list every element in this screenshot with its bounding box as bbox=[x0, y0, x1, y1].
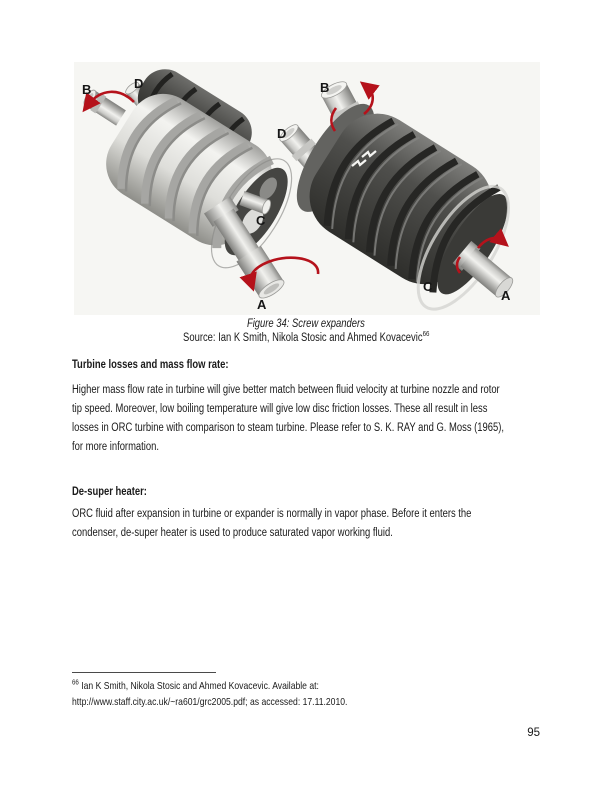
paragraph-line: condenser, de-super heater is used to produce saturated vapor working fluid. bbox=[72, 527, 393, 539]
rotor-port-label-b-right: B bbox=[320, 80, 330, 95]
section-heading-text: Turbine losses and mass flow rate: bbox=[72, 359, 229, 371]
paragraph-line: tip speed. Moreover, low boiling temperature will give low disc friction losses. These all result in less bbox=[72, 403, 488, 415]
section-heading-text: De-super heater: bbox=[72, 486, 147, 498]
figure-footnote-ref: 66 bbox=[422, 329, 430, 339]
paragraph-line: losses in ORC turbine with comparison to steam turbine. Please refer to S. K. RAY and G. Moss (1965), bbox=[72, 422, 505, 434]
figure-source-text: Source: Ian K Smith, Nikola Stosic and Ahmed Kovacevic bbox=[182, 332, 423, 344]
footnote bbox=[72, 678, 592, 710]
figure-caption-source bbox=[183, 331, 429, 345]
paragraph-turbine-losses bbox=[72, 381, 592, 457]
figure-caption-block bbox=[72, 317, 540, 345]
paragraph-line: ORC fluid after expansion in turbine or expander is normally in vapor phase. Before it enters the bbox=[72, 508, 472, 520]
section-heading-de-super-heater bbox=[72, 485, 540, 499]
rotor-port-label-b-left: B bbox=[82, 82, 92, 97]
footnote-line bbox=[72, 678, 319, 694]
footnote-text: Ian K Smith, Nikola Stosic and Ahmed Kovacevic. Available at: bbox=[81, 680, 319, 692]
footnote-marker: 66 bbox=[72, 677, 79, 687]
rotor-port-label-a-right: A bbox=[501, 288, 511, 303]
footnote-url: http://www.staff.city.ac.uk/~ra601/grc2005.pdf; as accessed: 17.11.2010. bbox=[72, 696, 348, 708]
paragraph-line: Higher mass flow rate in turbine will give better match between fluid velocity at turbine nozzle and rotor bbox=[72, 384, 500, 396]
rotor-port-label-c-left: C bbox=[256, 213, 266, 228]
rotor-port-label-d-right: D bbox=[277, 126, 287, 141]
footnote-separator bbox=[72, 672, 216, 673]
figure-caption-title: Figure 34: Screw expanders bbox=[247, 318, 365, 330]
page-number: 95 bbox=[527, 727, 540, 739]
female-rotor-assembly bbox=[274, 78, 528, 315]
male-rotor-assembly bbox=[81, 62, 318, 312]
paragraph-line: for more information. bbox=[72, 441, 160, 453]
rotor-port-label-a-left: A bbox=[257, 297, 267, 312]
figure-screw-expanders bbox=[74, 62, 540, 315]
male-rotor-body bbox=[82, 62, 317, 280]
paragraph-de-super-heater bbox=[72, 505, 592, 543]
section-heading-turbine-losses bbox=[72, 358, 540, 372]
screw-expanders-illustration bbox=[74, 62, 540, 315]
rotor-port-label-d-left: D bbox=[134, 76, 144, 91]
rotor-port-label-c-right: C bbox=[423, 279, 433, 294]
